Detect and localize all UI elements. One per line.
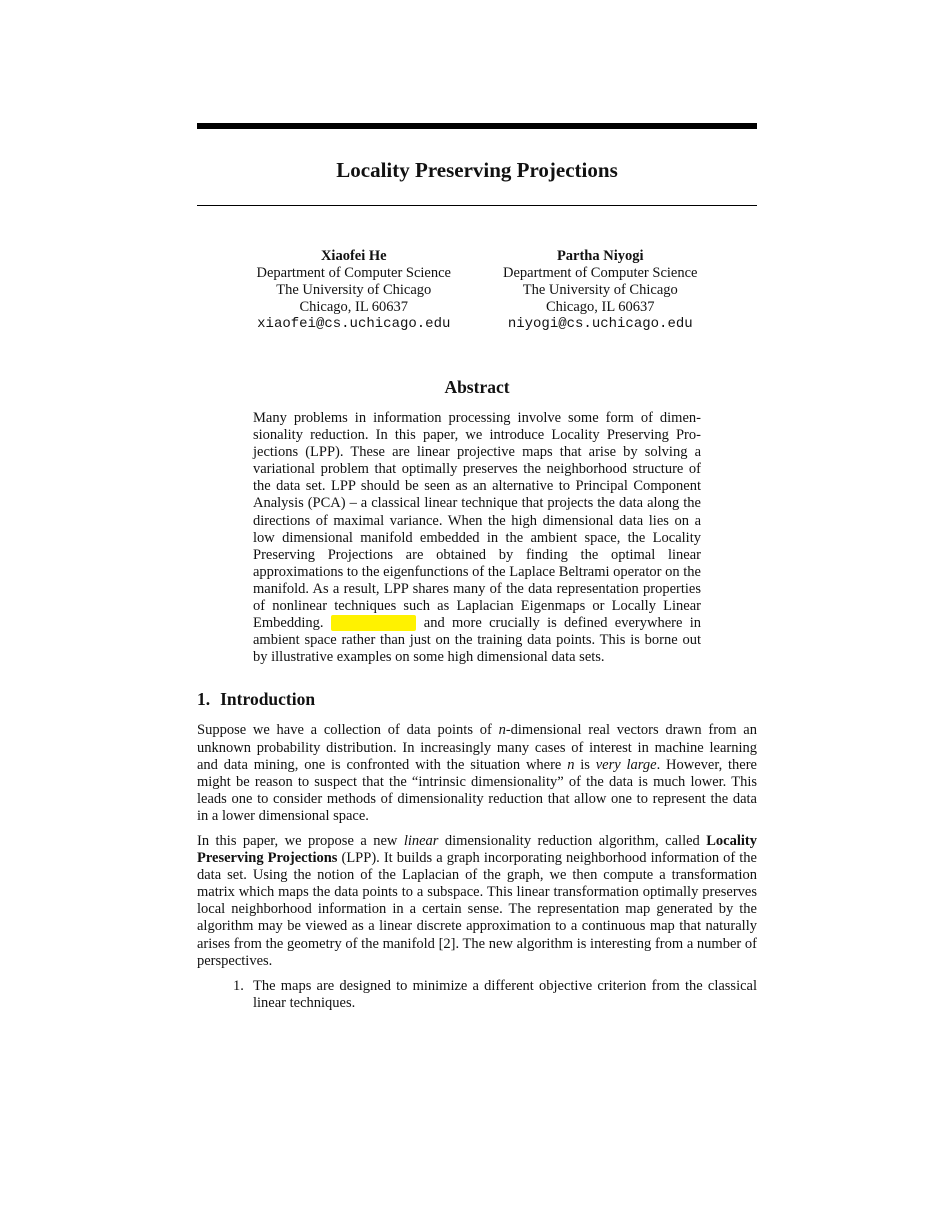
numbered-list	[197, 978, 757, 1012]
section-number: 1.	[197, 689, 211, 710]
author-department: Department of Computer Science	[503, 265, 698, 281]
title-bottom-rule	[197, 205, 757, 206]
author-block	[197, 248, 757, 333]
paper-title: Locality Preserving Projections	[336, 158, 618, 182]
author-email: niyogi@cs.uchicago.edu	[507, 316, 693, 332]
paper-page	[197, 123, 757, 1012]
author-city: Chicago, IL 60637	[545, 299, 655, 315]
text-run: Suppose we have a collection of data points of	[197, 722, 499, 739]
math-var: n	[567, 756, 575, 773]
abstract-heading: Abstract	[444, 377, 510, 397]
text-run: In this paper, we propose a new	[197, 832, 404, 849]
text-run: . However, there might be reason to suspect that the “intrinsic dimensionality” of the data is much lower. This leads one to consider methods of dimensionality reduction that allow one to represent the data in a lower dimensional space.	[197, 756, 757, 824]
abstract-body	[253, 410, 701, 666]
list-item	[197, 978, 757, 1012]
author-university: The University of Chicago	[522, 282, 678, 298]
section-heading-introduction	[197, 689, 757, 710]
emphasis: very large	[595, 756, 657, 773]
title-top-rule	[197, 123, 757, 129]
intro-paragraph-1	[197, 722, 757, 825]
list-text: The maps are designed to minimize a different objective criterion from the classical linear techniques.	[253, 977, 757, 1011]
abstract-text-1: Many problems in information processing involve some form of dimensionality reduction. In this paper, we introduce Locality Preserving Projections (LPP). These are linear projective maps that arise by solving a variational problem that optimally preserves the neighborhood structure of the data set. LPP should be seen as an alternative to Principal Component Analysis (PCA) – a classical linear technique that projects the data along the directions of maximal variance. When the high dimensional data lies on a low dimensional manifold embedded in the ambient space, the Locality Preserving Projections are obtained by finding the optimal linear approximations to the eigenfunctions of the Laplace Beltrami operator on the manifold. As a result, LPP shares many of the data representation properties of nonlinear techniques such as Laplacian Eigenmaps or Locally Linear Embedding.	[253, 410, 701, 632]
author-city: Chicago, IL 60637	[299, 299, 409, 315]
section-title: Introduction	[220, 689, 316, 710]
math-var: n	[498, 722, 506, 739]
list-number: 1.	[233, 977, 244, 994]
highlighted-redaction[interactable]	[331, 615, 417, 631]
emphasis: linear	[403, 832, 439, 849]
text-run: (LPP). It builds a graph incorporating neighborhood information of the data set. Using the notion of the Laplacian of the graph, we then compute a transformation matrix which maps the data points to a subspace. This linear transformation optimally preserves local neighborhood information in a certain sense. The representation map generated by the algorithm may be viewed as a linear discrete approximation to a continuous map that naturally arises from the geometry of the manifold [2]. The new algorithm is interesting from a number of perspectives.	[197, 850, 757, 969]
bold-term: Locality Preserving Projections	[197, 832, 757, 867]
author-2	[503, 248, 697, 333]
text-run: dimensionality reduction algorithm, called	[438, 832, 707, 849]
text-run: -dimensional real vectors drawn from an unknown probability distribution. In increasingly many cases of interest in machine learning and data mining, one is confronted with the situation where	[197, 722, 757, 773]
author-email: xiaofei@cs.uchicago.edu	[257, 316, 451, 332]
text-run: is	[574, 756, 596, 773]
author-1	[257, 248, 451, 333]
author-university: The University of Chicago	[276, 282, 432, 298]
author-name: Partha Niyogi	[556, 248, 644, 264]
author-name: Xiaofei He	[320, 248, 387, 264]
author-department: Department of Computer Science	[256, 265, 451, 281]
intro-paragraph-2	[197, 833, 757, 970]
abstract-text-2: and more crucially is defined everywhere in ambient space rather than just on the training data points. This is borne out by illustrative examples on some high dimensional data sets.	[253, 615, 701, 666]
